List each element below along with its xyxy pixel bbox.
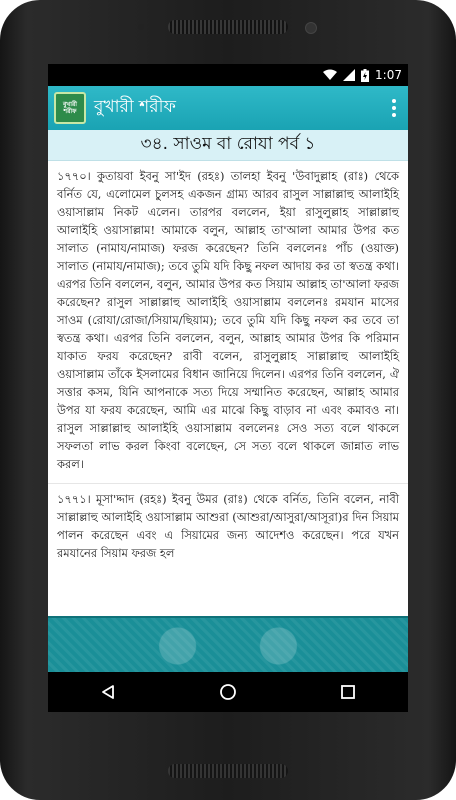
hadith-item: ১৭৭১। মূসা'দ্দাদ (রহঃ) ইবনু উমর (রাঃ) থেকে বর্নিত, তিনি বলেন, নাবী সাল্লাল্লাহু আলাইহি ওয়াসাল্লাম আশুরা (আশুরা/আসুরা/আসূরা)র দিন সিয়াম পালন করেছেন এবং এ সিয়ামের জন্য আদেশও করেছেন। পরে যখন রমযানের সিয়াম ফরজ হল bbox=[48, 483, 408, 562]
front-camera bbox=[305, 22, 317, 34]
status-time: 1:07 bbox=[375, 68, 402, 82]
bottom-speaker bbox=[168, 764, 288, 778]
back-icon[interactable] bbox=[88, 672, 128, 712]
status-bar bbox=[48, 64, 408, 86]
wifi-icon bbox=[323, 69, 337, 81]
chapter-title: ৩৪. সাওম বা রোযা পর্ব ১ bbox=[48, 130, 408, 161]
app-logo-text-top: বুখারী bbox=[62, 101, 78, 108]
hadith-item: ১৭৭০। কুতায়বা ইবনু সা'ইদ (রহঃ) তালহা ইবনু 'উবাদুল্লাহ (রাঃ) থেকে বর্নিত যে, এলোমেল চুলসহ একজন গ্রাম্য আরব রাসুল সাল্লাল্লাহু আলাইহি ওয়াসাল্লাম নিকট এলেন। তারপর বললেন, ইয়া রাসুলুল্লাহ সাল্লাল্লাহু আলাইহি ওয়াসাল্লাম! আমাকে বলুন, আল্লাহ তা'আলা আমার উপর কত সালাত (নামায/নামাজ) ফরজ করেছেন? তিনি বললেনঃ পাঁচ (ওয়াক্ত) সালাত (নামায/নামাজ); তবে তুমি যদি কিছু নফল আদায় কর তা স্বতন্ত্র কথা। এরপর তিনি বললেন, বলুন, আমার উপর কত সিয়াম আল্লাহ তা'আলা ফরজ করেছেন? রাসুল সাল্লাল্লাহু আলাইহি ওয়াসাল্লাম বললেনঃ রমযান মাসের সাওম (রোযা/রোজা/সিয়াম/ছিয়াম); তবে তুমি যদি কিছু নফল কর তবে তা স্বতন্ত্র কথা। এরপর তিনি বললেন, বলুন, আল্লাহ আমার উপর কি পরিমান যাকাত ফরয করেছেন? রাবী বলেন, রাসুলুল্লাহ সাল্লাল্লাহু আলাইহি ওয়াসাল্লাম তাঁকে ইসলামের বিধান জানিয়ে দিলেন। এরপর তিনি বললেন, ঐ সত্তার কসম, যিনি আপনাকে সত্য দিয়ে সম্মানিত করেছেন, আল্লাহ আমার উপর যা ফরয করেছেন, আমি এর মাঝে কিছু বাড়াব না এবং কমাবও না। রাসুল সাল্লাল্লাহু আলাইহি ওয়াসাল্লাম বললেনঃ সেও সত্য বলে থাকলে সফলতা লাভ করল কিংবা বলেছেন, সে সত্য বলে থাকলে জান্নাত লাভ করল। bbox=[57, 169, 399, 471]
screen bbox=[48, 64, 408, 712]
app-title: বুখারী শরীফ bbox=[94, 97, 176, 117]
app-logo bbox=[54, 92, 86, 124]
decorative-footer-banner bbox=[48, 616, 408, 674]
app-logo-text-bottom: শরীফ bbox=[63, 108, 77, 115]
home-icon[interactable] bbox=[208, 672, 248, 712]
earpiece-speaker bbox=[168, 20, 288, 34]
signal-icon bbox=[343, 69, 355, 81]
recents-icon[interactable] bbox=[328, 672, 368, 712]
nav-bar bbox=[48, 672, 408, 712]
battery-charging-icon bbox=[361, 69, 369, 82]
proximity-sensor bbox=[138, 24, 144, 30]
app-bar bbox=[48, 86, 408, 130]
hadith-list[interactable] bbox=[48, 161, 408, 627]
more-vert-icon[interactable] bbox=[380, 86, 408, 130]
